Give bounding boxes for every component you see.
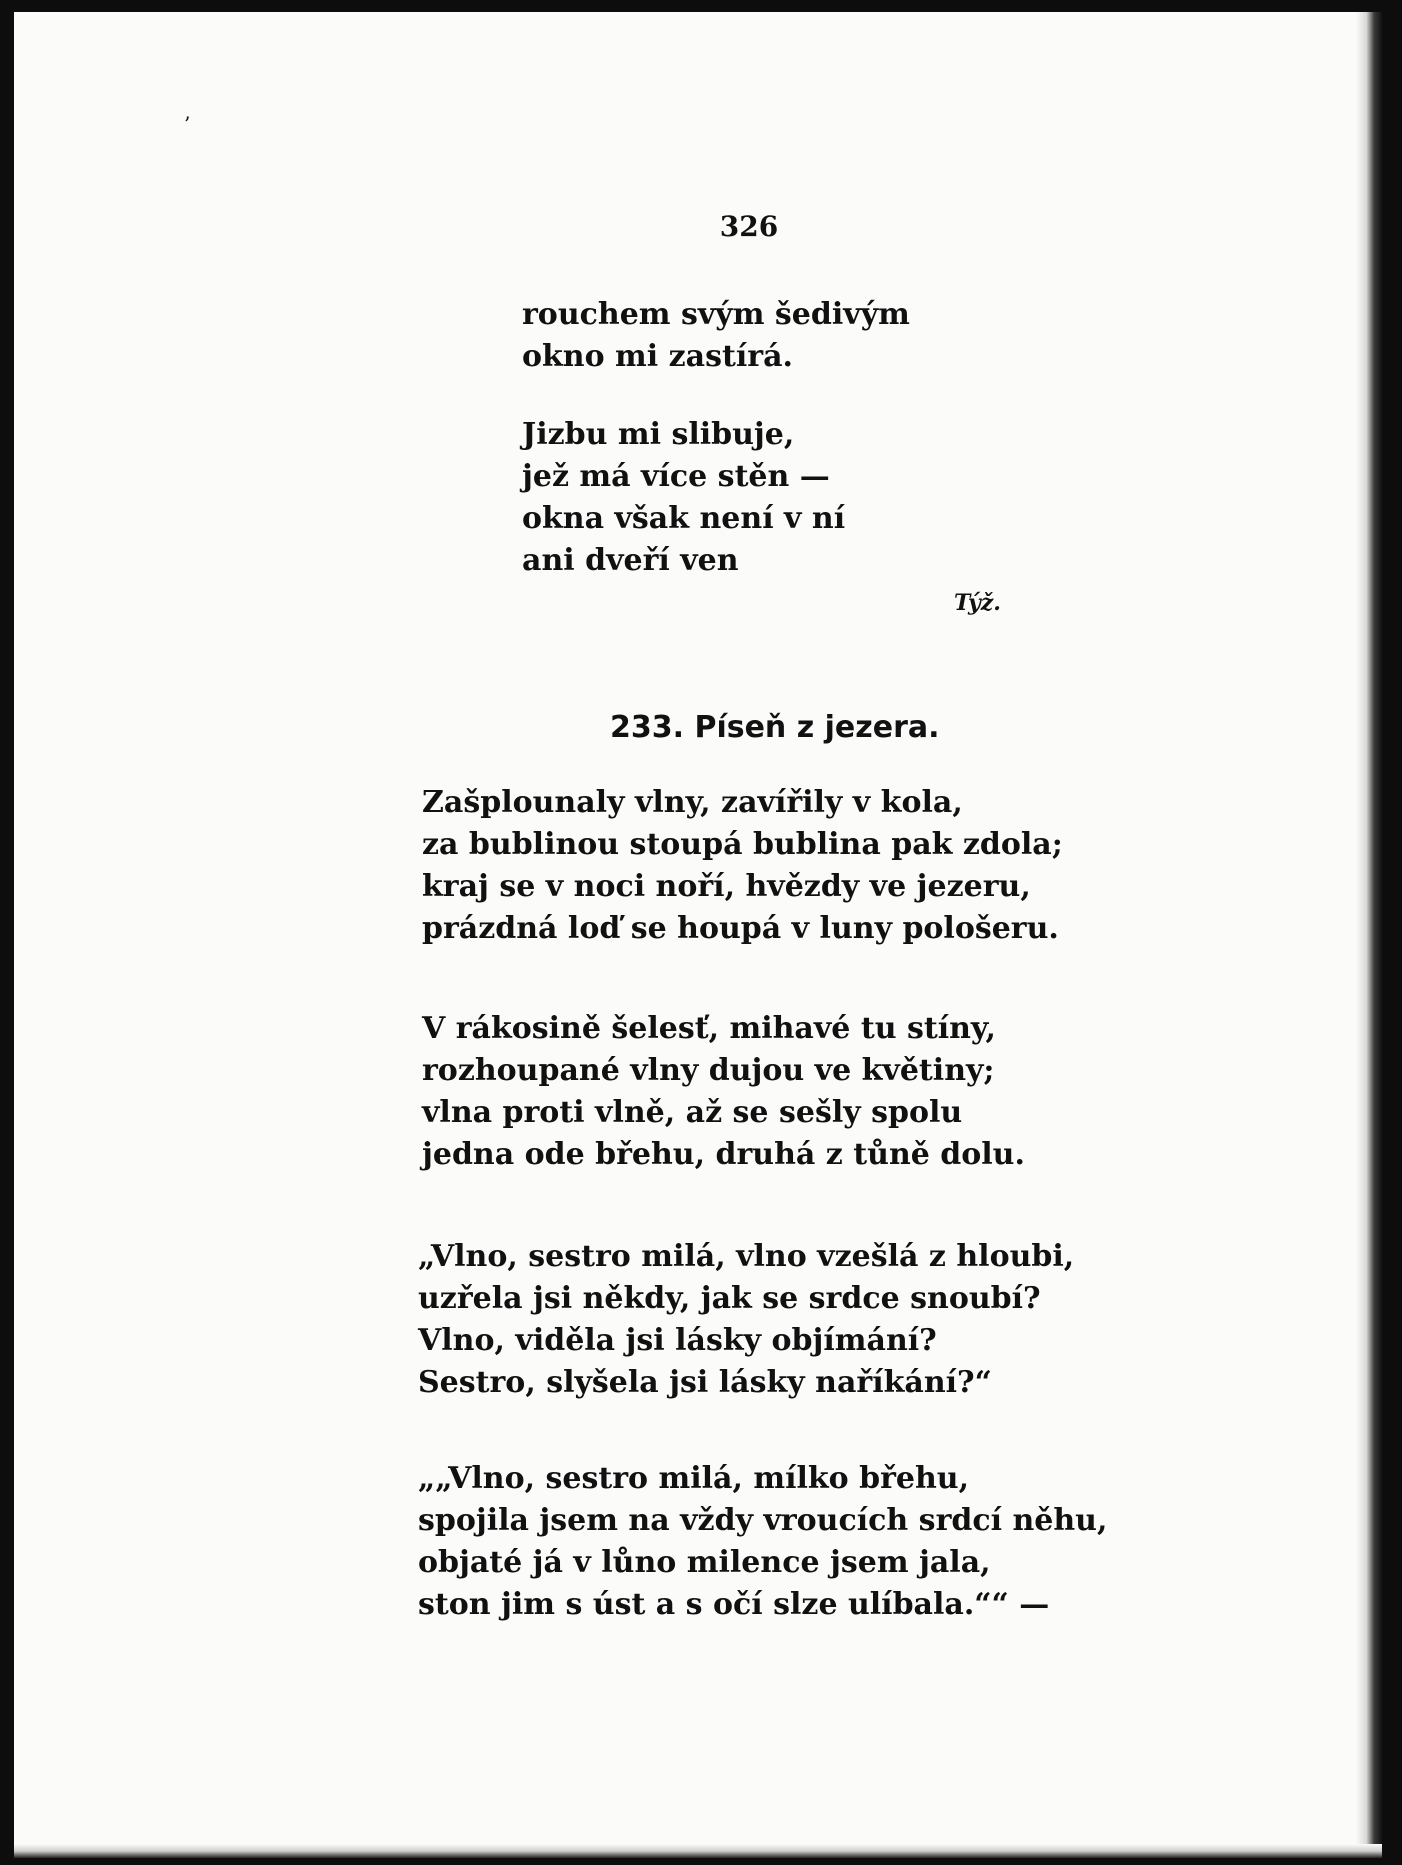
verse-line: objaté já v lůno milence jsem jala, bbox=[418, 1545, 991, 1580]
verse-line: okno mi zastírá. bbox=[522, 339, 793, 374]
verse-line: ani dveří ven bbox=[522, 543, 739, 578]
verse-line: rozhoupané vlny dujou ve květiny; bbox=[422, 1053, 995, 1088]
page-edge-shadow bbox=[1356, 12, 1382, 1858]
stanza-continued-1 bbox=[522, 294, 910, 378]
verse-line: V rákosině šelesť, mihavé tu stíny, bbox=[422, 1011, 996, 1046]
verse-line: Jizbu mi slibuje, bbox=[522, 417, 795, 452]
poem-stanza-2 bbox=[422, 1008, 1025, 1176]
verse-line: Vlno, viděla jsi lásky objímání? bbox=[418, 1323, 937, 1358]
page-bottom-shadow bbox=[14, 1844, 1382, 1858]
poem-title: 233. Píseň z jezera. bbox=[610, 710, 940, 745]
verse-line: uzřela jsi někdy, jak se srdce snoubí? bbox=[418, 1281, 1041, 1316]
stanza-continued-2 bbox=[522, 414, 845, 582]
verse-line: spojila jsem na vždy vroucích srdcí něhu, bbox=[418, 1503, 1108, 1538]
author-signature: Týž. bbox=[954, 590, 1001, 616]
poem-stanza-4 bbox=[418, 1458, 1107, 1626]
poem-stanza-3 bbox=[418, 1236, 1074, 1404]
verse-line: Sestro, slyšela jsi lásky naříkání?“ bbox=[418, 1365, 992, 1400]
poem-stanza-1 bbox=[422, 782, 1063, 950]
verse-line: „„Vlno, sestro milá, mílko břehu, bbox=[418, 1461, 970, 1496]
verse-line: ston jim s úst a s očí slze ulíbala.““ — bbox=[418, 1587, 1050, 1622]
verse-line: okna však není v ní bbox=[522, 501, 846, 536]
stray-mark: ’ bbox=[184, 112, 191, 136]
verse-line: jež má více stěn — bbox=[522, 459, 830, 494]
verse-line: kraj se v noci noří, hvězdy ve jezeru, bbox=[422, 869, 1031, 904]
page-number: 326 bbox=[719, 210, 779, 243]
book-page bbox=[14, 12, 1382, 1858]
verse-line: za bublinou stoupá bublina pak zdola; bbox=[422, 827, 1063, 862]
verse-line: Zašplounaly vlny, zavířily v kola, bbox=[422, 785, 963, 820]
verse-line: prázdná loď se houpá v luny pološeru. bbox=[422, 911, 1059, 946]
verse-line: rouchem svým šedivým bbox=[522, 297, 910, 332]
verse-line: jedna ode břehu, druhá z tůně dolu. bbox=[422, 1137, 1025, 1172]
verse-line: „Vlno, sestro milá, vlno vzešlá z hloubi, bbox=[418, 1239, 1075, 1274]
verse-line: vlna proti vlně, až se sešly spolu bbox=[422, 1095, 963, 1130]
